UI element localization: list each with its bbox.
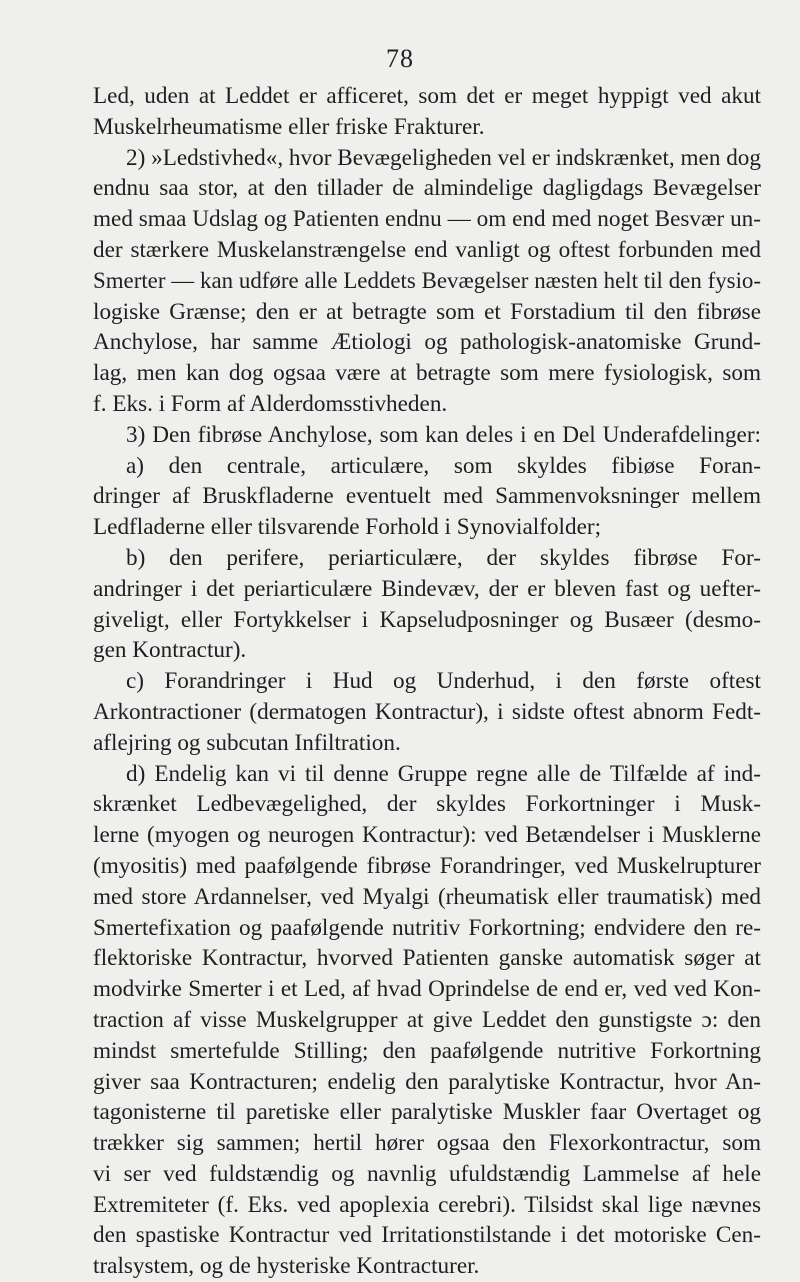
text-line: Extremiteter (f. Eks. ved apoplexia cerebri). Tilsidst skal lige nævnes [93,1191,761,1218]
body-text [93,81,761,1282]
text-line: 3) Den fibrøse Anchylose, som kan deles i en Del Underafdelinger: [126,421,761,448]
text-line: den spastiske Kontractur ved Irritationstilstande i det motoriske Cen- [93,1222,761,1249]
text-line: a) den centrale, articulære, som skyldes fibiøse Foran- [126,452,761,479]
text-line: traction af visse Muskelgrupper at give Leddet den gunstigste ɔ: den [93,1006,761,1033]
text-line: c) Forandringer i Hud og Underhud, i den første oftest [126,668,761,695]
text-line: Anchylose, har samme Ætiologi og pathologisk-anatomiske Grund- [93,329,761,356]
text-line: der stærkere Muskelanstrængelse end vanligt og oftest forbunden med [93,236,761,263]
text-line: endnu saa stor, at den tillader de almindelige dagligdags Bevægelser [93,175,761,202]
text-line: lerne (myogen og neurogen Kontractur): ved Betændelser i Musklerne [93,822,761,849]
text-line: tagonisterne til paretiske eller paralytiske Muskler faar Overtaget og [93,1099,761,1126]
text-line: gen Kontractur). [93,637,247,664]
text-line: flektoriske Kontractur, hvorved Patienten ganske automatisk søger at [93,945,761,972]
text-line: b) den perifere, periarticulære, der skyldes fibrøse For- [126,544,761,571]
text-line: tralsystem, og de hysteriske Kontracturer. [93,1253,480,1280]
text-line: 2) »Ledstivhed«, hvor Bevægeligheden vel er indskrænket, men dog [126,144,761,171]
page-number: 78 [386,44,414,73]
text-line: modvirke Smerter i et Led, af hvad Oprindelse de end er, ved ved Kon- [93,976,761,1003]
text-line: f. Eks. i Form af Alderdomsstivheden. [93,390,448,417]
text-line: andringer i det periarticulære Bindevæv, der er bleven fast og uefter- [93,575,761,602]
text-line: Arkontractioner (dermatogen Kontractur), i sidste oftest abnorm Fedt- [93,698,761,725]
text-line: Led, uden at Leddet er afficeret, som det er meget hyppigt ved akut [93,83,761,109]
text-line: Muskelrheumatisme eller friske Frakturer. [93,113,485,140]
text-line: (myositis) med paafølgende fibrøse Forandringer, ved Muskelrupturer [93,852,761,879]
text-line: Smerter — kan udføre alle Leddets Bevægelser næsten helt til den fysio- [93,267,761,293]
text-line: skrænket Ledbevægelighed, der skyldes Forkortninger i Musk- [93,791,761,818]
text-line: logiske Grænse; den er at betragte som et Forstadium til den fibrøse [93,298,761,325]
text-line: dringer af Bruskfladerne eventuelt med Sammenvoksninger mellem [93,483,761,510]
text-line: med smaa Udslag og Patienten endnu — om end med noget Besvær un- [93,206,761,233]
text-line: med store Ardannelser, ved Myalgi (rheumatisk eller traumatisk) med [93,883,761,910]
text-line: trækker sig sammen; hertil hører ogsaa den Flexorkontractur, som [93,1130,761,1157]
text-line: giver saa Kontracturen; endelig den paralytiske Kontractur, hvor An- [93,1068,761,1095]
text-line: Smertefixation og paafølgende nutritiv Forkortning; endvidere den re- [93,914,761,941]
text-line: aflejring og subcutan Infiltration. [93,729,401,756]
text-line: lag, men kan dog ogsaa være at betragte som mere fysiologisk, som [93,360,761,387]
text-line: giveligt, eller Fortykkelser i Kapseludposninger og Busæer (desmo- [93,606,761,633]
text-line: mindst smertefulde Stilling; den paafølgende nutritive Forkortning [93,1037,761,1064]
text-line: d) Endelig kan vi til denne Gruppe regne alle de Tilfælde af ind- [126,760,761,787]
text-line: Ledfladerne eller tilsvarende Forhold i Synovialfolder; [93,514,602,541]
text-line: vi ser ved fuldstændig og navnlig ufuldstændig Lammelse af hele [93,1160,761,1187]
